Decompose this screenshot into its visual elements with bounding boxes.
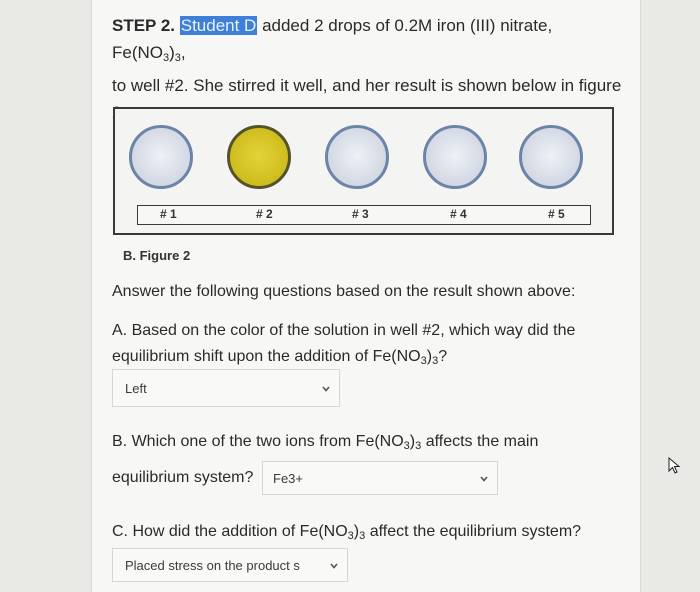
question-c: C. How did the addition of $Fe(NO_3)_3$ affect the equilibrium system? xyxy=(112,523,582,542)
well-label: # 4 xyxy=(450,207,467,221)
answer-a-value: Left xyxy=(125,381,147,396)
figure-2-wells xyxy=(113,107,614,235)
well-label: # 1 xyxy=(160,207,177,221)
question-a: A. Based on the color of the solution in well #2, which way did the equilibrium shift upon the addition of $Fe(NO_3)_3$? xyxy=(112,322,576,367)
well-label: # 2 xyxy=(256,207,273,221)
answer-c-value: Placed stress on the product s xyxy=(125,558,300,573)
well-label: # 5 xyxy=(548,207,565,221)
chevron-down-icon xyxy=(329,561,339,571)
answer-c-dropdown[interactable] xyxy=(112,548,348,582)
step-label: STEP 2. xyxy=(112,16,175,35)
question-b: B. Which one of the two ions from $Fe(NO_3)_3$ affects the main xyxy=(112,433,539,452)
well-label: # 3 xyxy=(352,207,369,221)
step-2-text: STEP 2. Student D added 2 drops of 0.2M iron (III) nitrate, $Fe(NO_3)_3$, to well #2. She stirred it well, and her result is shown below in figure xyxy=(112,16,622,95)
answer-a-dropdown[interactable] xyxy=(112,369,340,407)
mouse-cursor-icon xyxy=(668,457,682,475)
well-2 xyxy=(227,125,291,189)
question-b-line2: equilibrium system? xyxy=(112,469,254,486)
instructions: Answer the following questions based on the result shown above: xyxy=(112,283,576,300)
well-labels xyxy=(137,205,591,225)
answer-b-value: Fe3+ xyxy=(273,471,303,486)
well-1 xyxy=(129,125,193,189)
well-5 xyxy=(519,125,583,189)
figure-caption: B. Figure 2 xyxy=(123,248,191,263)
highlighted-student-name: Student D xyxy=(180,16,257,35)
chevron-down-icon xyxy=(321,384,331,394)
answer-b-dropdown[interactable] xyxy=(262,461,498,495)
well-4 xyxy=(423,125,487,189)
well-3 xyxy=(325,125,389,189)
chevron-down-icon xyxy=(479,474,489,484)
